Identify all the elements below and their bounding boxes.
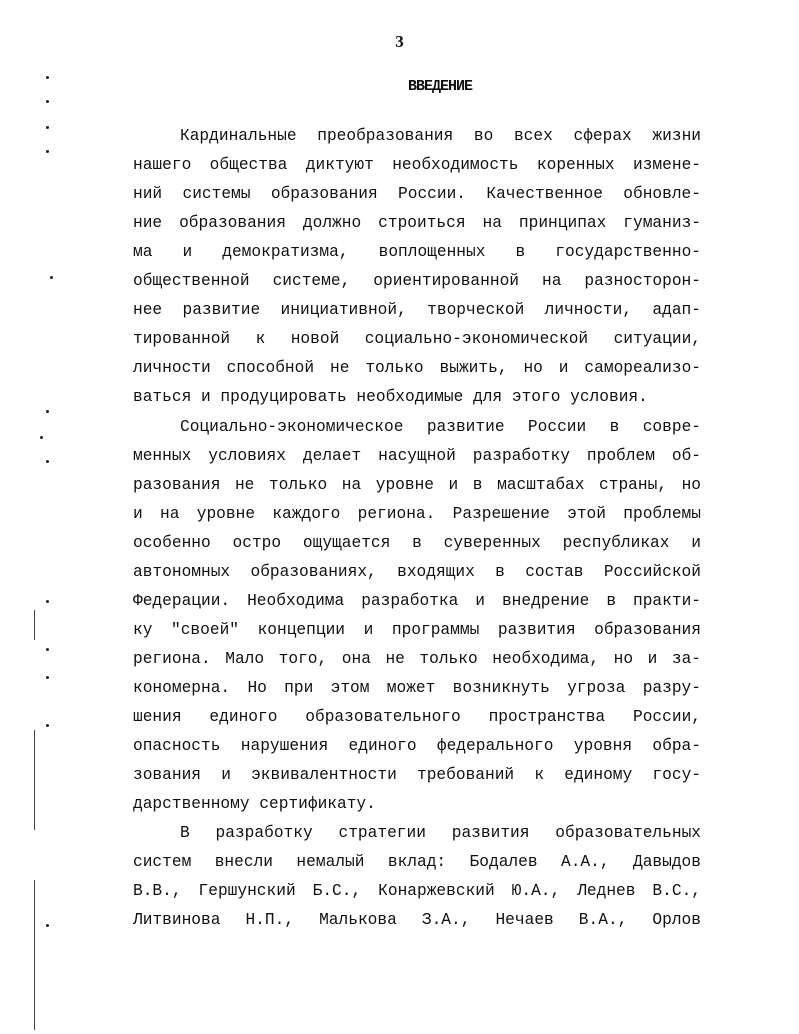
text-line: кономерна. Но при этом может возникнуть угроза разру- [133,679,701,697]
text-line: особенно остро ощущается в суверенных республиках и [133,533,701,552]
text-line: ний системы образования России. Качественное обновле- [133,185,701,204]
scan-speck [46,460,49,463]
text-line: Федерации. Необходима разработка и внедрение в практи- [133,591,701,610]
text-line: ваться и продуцировать необходимые для этого условия. [133,388,648,407]
text-line: Кардинальные преобразования во всех сферах жизни [180,127,701,145]
text-line: Социально-экономическое развитие России в совре- [180,417,701,436]
text-line: дарственному сертификату. [133,795,376,814]
text-line: тированной к новой социально-экономической ситуации, [133,330,701,349]
scan-speck [46,76,49,79]
text-line: В разработку стратегии развития образовательных [180,824,701,843]
scan-speck [46,648,49,651]
scan-speck [46,724,49,727]
text-line: нее развитие инициативной, творческой личности, адап- [133,301,701,320]
scan-speck [46,924,49,927]
scan-speck [46,676,49,679]
scan-speck [46,410,49,413]
text-line: шения единого образовательного пространства России, [133,708,701,726]
text-line: систем внесли немалый вклад: Бодалев А.А., Давыдов [133,853,701,872]
scan-speck [46,600,49,603]
text-line: ние образования должно строиться на принципах гуманиз- [133,214,701,233]
text-line: ма и демократизма, воплощенных в государственно- [133,243,701,262]
text-line: общественной системе, ориентированной на разносторон- [133,272,701,291]
text-line: В.В., Гершунский Б.С., Конаржевский Ю.А., Леднев В.С., [133,882,701,901]
scan-speck [40,436,43,439]
text-line: автономных образованиях, входящих в состав Российской [133,562,701,581]
scan-speck [46,100,49,103]
scan-speck [46,150,49,153]
text-line: региона. Мало того, она не только необходима, но и за- [133,649,701,668]
text-line: разования не только на уровне и в масштабах страны, но [133,475,701,494]
scan-speck [50,276,53,279]
text-line: ку "своей" концепции и программы развития образования [133,620,701,639]
scan-speck [46,126,49,129]
text-line: личности способной не только выжить, но и самореализо- [133,359,701,378]
text-line: опасность нарушения единого федерального уровня обра- [133,737,701,756]
scan-edge-line [34,880,35,1030]
text-line: и на уровне каждого региона. Разрешение этой проблемы [133,504,701,523]
page-number: 3 [395,32,404,51]
text-line: зования и эквивалентности требований к единому госу- [133,766,701,785]
scan-edge-line [34,730,35,830]
text-line: менных условиях делает насущной разработку проблем об- [133,446,701,465]
text-line: Литвинова Н.П., Малькова З.А., Нечаев В.А., Орлов [133,911,701,930]
scan-edge-line [34,610,35,640]
scan-margin-marks [0,0,60,1034]
text-line: нашего общества диктуют необходимость коренных измене- [133,156,701,175]
section-heading: ВВЕДЕНИЕ [407,78,472,95]
